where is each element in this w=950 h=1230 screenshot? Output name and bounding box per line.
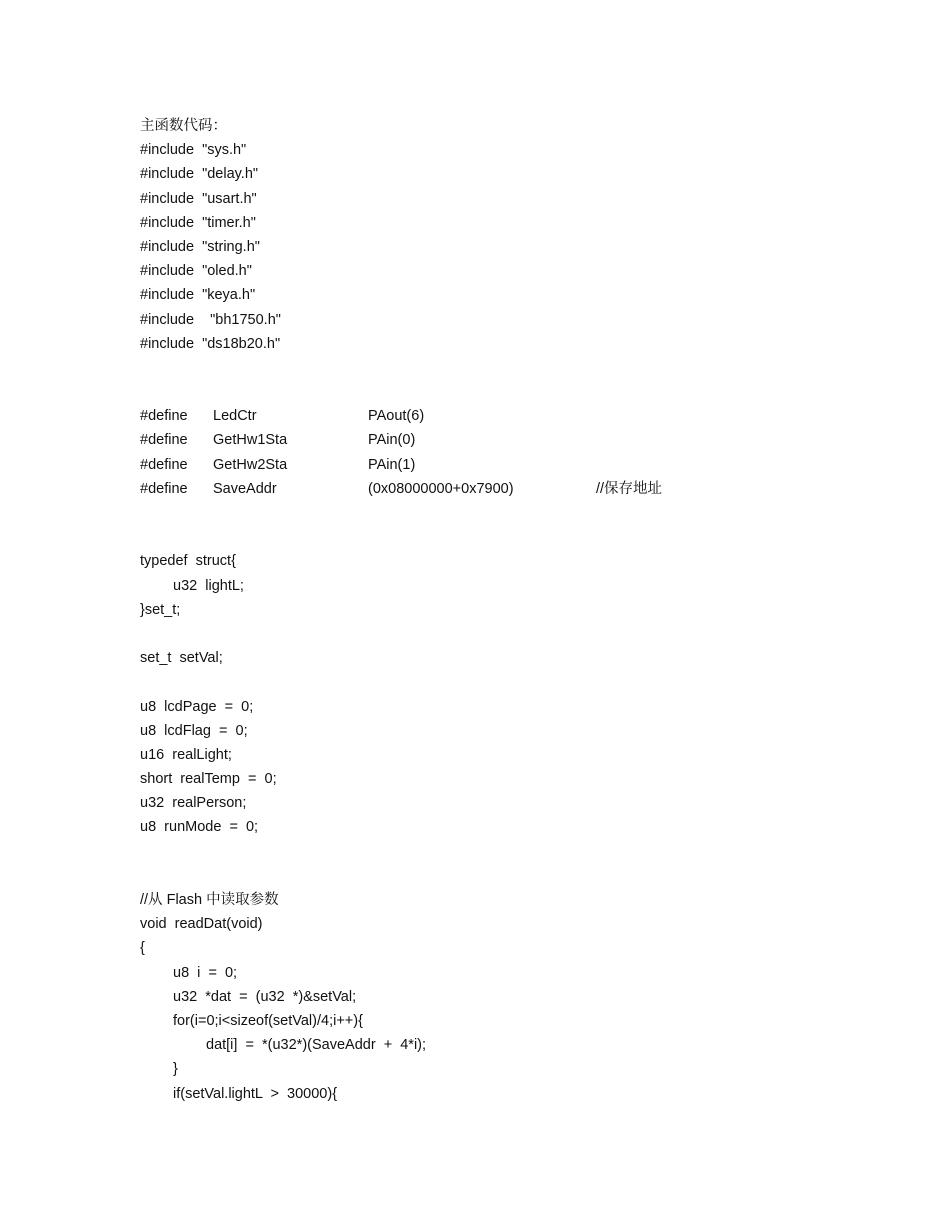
variable-line: short realTemp = 0; — [140, 771, 277, 788]
code-line: { — [140, 940, 145, 957]
code-line: if(setVal.lightL > 30000){ — [173, 1085, 338, 1102]
code-line: typedef struct{ — [140, 553, 236, 570]
code-line: set_t setVal; — [140, 650, 223, 667]
section-heading: 主函数代码： — [140, 118, 227, 134]
struct-block — [140, 549, 840, 622]
define-keyword: #define — [140, 432, 188, 449]
define-name: GetHw2Sta — [213, 456, 288, 473]
define-name: SaveAddr — [213, 480, 277, 497]
define-name: LedCtr — [213, 408, 257, 425]
define-keyword: #define — [140, 480, 188, 497]
blank-line — [140, 622, 840, 646]
include-line: #include "oled.h" — [140, 263, 252, 280]
variable-line: u8 lcdFlag = 0; — [140, 722, 248, 739]
define-value: PAin(1) — [368, 456, 416, 473]
blank-line — [140, 380, 840, 404]
code-line: dat[i] = *(u32*)(SaveAddr + 4*i); — [206, 1037, 427, 1054]
variable-line: u8 lcdPage = 0; — [140, 698, 254, 715]
code-line: } — [173, 1061, 178, 1078]
blank-line — [140, 840, 840, 864]
define-keyword: #define — [140, 408, 188, 425]
code-line: u8 i = 0; — [173, 964, 238, 981]
define-line — [140, 428, 840, 452]
code-line: u32 lightL; — [173, 577, 244, 594]
variable-line: u8 runMode = 0; — [140, 819, 259, 836]
code-comment: //从 Flash 中读取参数 — [140, 892, 279, 908]
function-block — [140, 912, 840, 1106]
define-name: GetHw1Sta — [213, 432, 288, 449]
define-comment: //保存地址 — [596, 480, 663, 497]
define-value: (0x08000000+0x7900) — [368, 480, 514, 497]
blank-line — [140, 864, 840, 888]
code-line: void readDat(void) — [140, 916, 263, 933]
define-list — [140, 404, 840, 501]
define-value: PAout(6) — [368, 408, 425, 425]
blank-line — [140, 670, 840, 694]
include-line: #include "ds18b20.h" — [140, 335, 281, 352]
blank-line — [140, 356, 840, 380]
variable-line: u16 realLight; — [140, 746, 232, 763]
code-line: u32 *dat = (u32 *)&setVal; — [173, 988, 357, 1005]
include-line: #include "string.h" — [140, 238, 260, 255]
define-line — [140, 404, 840, 428]
variable-list — [140, 695, 840, 840]
variable-line: u32 realPerson; — [140, 795, 247, 812]
include-line: #include "timer.h" — [140, 214, 256, 231]
code-document — [140, 114, 840, 1106]
include-line: #include "keya.h" — [140, 287, 256, 304]
include-line: #include "usart.h" — [140, 190, 257, 207]
include-line: #include "sys.h" — [140, 142, 247, 159]
blank-line — [140, 501, 840, 525]
include-list — [140, 138, 840, 356]
code-line: for(i=0;i<sizeof(setVal)/4;i++){ — [173, 1012, 363, 1029]
include-line: #include "delay.h" — [140, 166, 259, 183]
blank-line — [140, 525, 840, 549]
define-line — [140, 453, 840, 477]
code-line: }set_t; — [140, 601, 181, 618]
define-line — [140, 477, 840, 501]
include-line: #include "bh1750.h" — [140, 311, 281, 328]
define-keyword: #define — [140, 456, 188, 473]
define-value: PAin(0) — [368, 432, 416, 449]
